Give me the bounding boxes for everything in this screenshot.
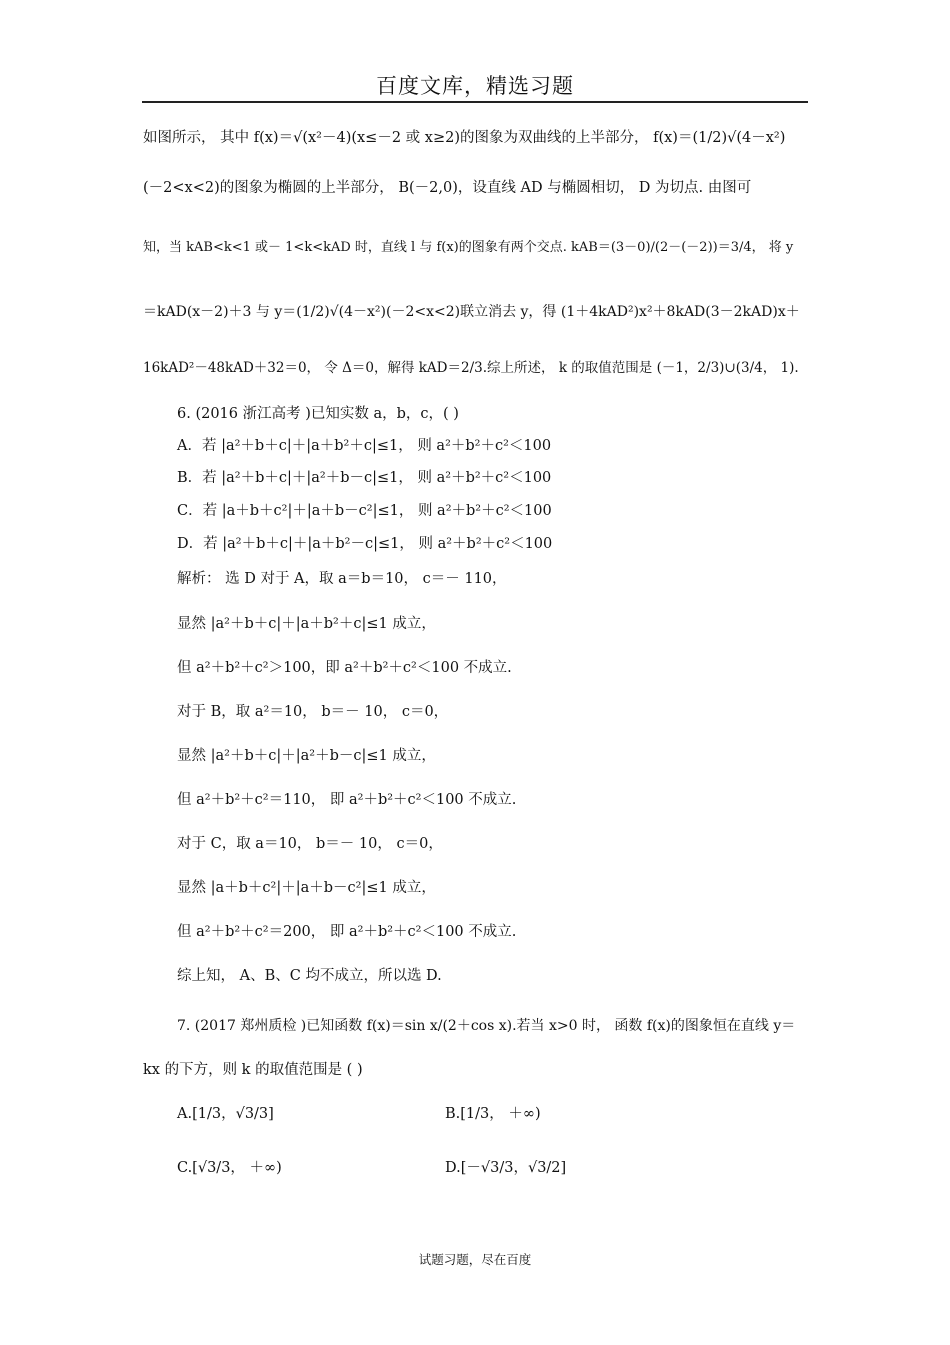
q6-solution-4: 对于 B，取 a²＝10， b＝－ 10， c＝0， <box>177 704 449 720</box>
q7-option-d: D.[－√3/3，√3/2] <box>445 1160 567 1176</box>
q7-option-b: B.[1/3， ＋∞) <box>445 1106 541 1122</box>
q6-option-b: B．若 |a²＋b＋c|＋|a²＋b－c|≤1， 则 a²＋b²＋c²＜100 <box>177 470 552 486</box>
page-header: 百度文库，精选习题 <box>376 74 574 98</box>
q6-stem: 6. (2016 浙江高考 )已知实数 a，b，c，( ) <box>177 406 459 422</box>
q6-solution-3: 但 a²＋b²＋c²＞100，即 a²＋b²＋c²＜100 不成立. <box>177 660 512 676</box>
q7-stem-line-1: 7. (2017 郑州质检 )已知函数 f(x)＝sin x/(2＋cos x).若当 x>0 时， 函数 f(x)的图象恒在直线 y＝ <box>177 1018 796 1034</box>
q6-option-c: C．若 |a＋b＋c²|＋|a＋b－c²|≤1， 则 a²＋b²＋c²＜100 <box>177 503 552 519</box>
q7-option-a: A.[1/3，√3/3] <box>177 1106 274 1122</box>
q6-solution-10: 综上知， A、B、C 均不成立，所以选 D. <box>177 968 442 984</box>
solution-line-1: 如图所示， 其中 f(x)＝√(x²－4)(x≤－2 或 x≥2)的图象为双曲线的上半部分， f(x)＝(1/2)√(4－x²) <box>143 130 786 146</box>
q6-option-d: D．若 |a²＋b＋c|＋|a＋b²－c|≤1， 则 a²＋b²＋c²＜100 <box>177 536 553 552</box>
q6-solution-9: 但 a²＋b²＋c²＝200， 即 a²＋b²＋c²＜100 不成立. <box>177 924 517 940</box>
q6-solution-1: 解析： 选 D 对于 A，取 a＝b＝10， c＝－ 110， <box>177 571 507 587</box>
q6-solution-7: 对于 C，取 a＝10， b＝－ 10， c＝0， <box>177 836 443 852</box>
q6-option-a: A．若 |a²＋b＋c|＋|a＋b²＋c|≤1， 则 a²＋b²＋c²＜100 <box>177 438 552 454</box>
solution-line-2: (－2<x<2)的图象为椭圆的上半部分， B(－2,0)，设直线 AD 与椭圆相切， D 为切点. 由图可 <box>143 180 752 196</box>
q6-solution-5: 显然 |a²＋b＋c|＋|a²＋b－c|≤1 成立， <box>177 748 436 764</box>
solution-line-5: 16kAD²－48kAD＋32＝0， 令 Δ＝0，解得 kAD＝2/3.综上所述， k 的取值范围是 (－1，2/3)∪(3/4， 1). <box>143 360 799 376</box>
q6-solution-8: 显然 |a＋b＋c²|＋|a＋b－c²|≤1 成立， <box>177 880 436 896</box>
solution-line-3: 知，当 kAB<k<1 或－ 1<k<kAD 时，直线 l 与 f(x)的图象有两个交点. kAB＝(3－0)/(2－(－2))＝3/4， 将 y <box>143 240 794 255</box>
header-rule <box>142 101 808 103</box>
page-footer: 试题习题，尽在百度 <box>418 1252 532 1267</box>
q6-solution-6: 但 a²＋b²＋c²＝110， 即 a²＋b²＋c²＜100 不成立. <box>177 792 517 808</box>
solution-line-4: ＝kAD(x－2)＋3 与 y＝(1/2)√(4－x²)(－2<x<2)联立消去 y，得 (1＋4kAD²)x²＋8kAD(3－2kAD)x＋ <box>143 304 800 320</box>
q7-stem-line-2: kx 的下方，则 k 的取值范围是 ( ) <box>143 1062 363 1078</box>
q6-solution-2: 显然 |a²＋b＋c|＋|a＋b²＋c|≤1 成立， <box>177 616 436 632</box>
q7-option-c: C.[√3/3， ＋∞) <box>177 1160 282 1176</box>
